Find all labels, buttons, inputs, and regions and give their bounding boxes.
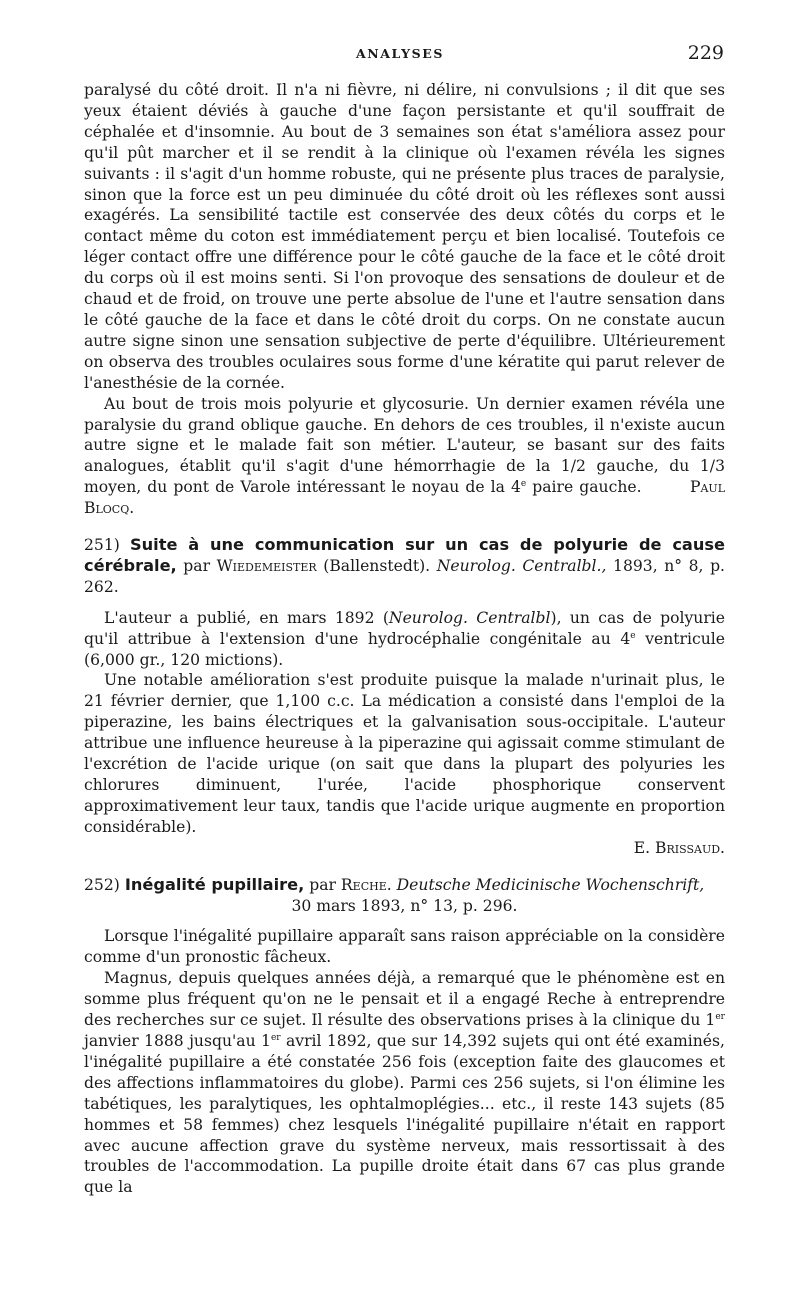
- paragraph-text: ), un cas de polyurie qu'il attribue à l'extension d'une hydrocéphalie congénitale au 4: [84, 608, 726, 648]
- paragraph-tail: paire gauche.: [526, 478, 642, 497]
- par-word: par: [183, 556, 211, 575]
- running-head: ANALYSES: [355, 46, 445, 61]
- page-header: [84, 42, 724, 68]
- entry-number: 252): [84, 875, 120, 894]
- entry-author: Wiedemeister: [216, 556, 317, 575]
- paragraph-blocq: [84, 394, 725, 519]
- par-word: par: [309, 875, 336, 894]
- paragraph-text: Magnus, depuis quelques années déjà, a remarqué que le phénomène est en somme plus fréquent qu'on ne le pensait et il a engagé Reche à entreprendre des recherches sur ce sujet. Il résulte des observations prises à la clinique du 1: [84, 969, 725, 1030]
- superscript: e: [630, 630, 636, 641]
- entry-citation: 30 mars 1893, n° 13, p. 296.: [291, 896, 518, 915]
- superscript: e: [520, 479, 527, 490]
- entry-author: Reche.: [340, 875, 392, 894]
- paragraph: Une notable amélioration s'est produite puisque la malade n'urinait plus, le 21 février dernier, que 1,100 c.c. La médication a consisté dans l'emploi de la piperazine, les bains électriques et la galvanisation sous-occipitale. L'auteur attribue une influence heureuse à la piperazine qui agissait comme stimulant de l'excrétion de l'acide urique (on sait que dans la plupart des polyuries les chlorures diminuent, l'urée, l'acide phosphorique conservent approximativement leur taux, tandis que l'acide urique augmente en proportion considérable).: [84, 671, 725, 836]
- entry-place: (Ballenstedt).: [323, 556, 431, 575]
- inline-journal: Neurolog. Centralbl: [388, 608, 551, 627]
- entry-journal: Neurolog. Centralbl.,: [436, 556, 607, 575]
- paragraph: [84, 608, 725, 671]
- paragraph-text: L'auteur a publié, en mars 1892 (: [104, 608, 389, 627]
- page-number: 229: [687, 42, 724, 64]
- entry-heading-252: [84, 875, 725, 896]
- superscript: er: [715, 1011, 725, 1022]
- page-body: [84, 80, 725, 1198]
- entry-number: 251): [84, 536, 120, 555]
- entry-citation: 1893, n° 8, p. 262.: [84, 556, 726, 596]
- entry-journal: Deutsche Medicinische Wochenschrift,: [396, 875, 705, 894]
- paragraph-text: janvier 1888 jusqu'au 1: [84, 1031, 271, 1050]
- signature-brissaud: [84, 838, 725, 859]
- paragraph-continued: paralysé du côté droit. Il n'a ni fièvre, ni délire, ni convulsions ; il dit que ses yeux étaient déviés à gauche d'une façon persistante et qu'il souffrait de céphalée et d'insomnie. Au bout de 3 semaines son état s'améliora assez pour qu'il pût marcher et il se rendit à la clinique où l'examen révéla les signes suivants : il s'agit d'un homme robuste, qui ne présente plus traces de paralysie, sinon que la force est un peu diminuée du côté droit où les réflexes sont aussi exagérés. La sensibilité tactile est conservée des deux côtés du corps et le contact même du coton est immédiatement perçu et bien localisé. Toutefois ce léger contact offre une différence pour le côté gauche de la face et le côté droit du corps où il est moins senti. Si l'on provoque des sensations de douleur et de chaud et de froid, on trouve une perte absolue de l'une et l'autre sensation dans le côté gauche de la face et dans le côté droit du corps. On ne constate aucun autre signe sinon une sensation subjective de perte d'équilibre. Ultérieurement on observa des troubles oculaires sous forme d'une kératite qui parut relever de l'anesthésie de la cornée.: [84, 81, 725, 392]
- entry-title: Inégalité pupillaire,: [124, 874, 305, 894]
- superscript: er: [270, 1032, 281, 1043]
- entry-heading-251: [84, 535, 725, 598]
- paragraph-text: avril 1892, que sur 14,392 sujets qui ont été examinés, l'inégalité pupillaire a été constatée 256 fois (exception faite des glaucomes et des affections inflammatoires du globe). Parmi ces 256 sujets, si l'on élimine les tabétiques, les paralytiques, les ophtalmoplégies... etc., il reste 143 sujets (85 hommes et 58 femmes) chez lesquels l'inégalité pupillaire n'était en rapport avec aucune affection grave du système nerveux, mais ressortissait à des troubles de l'accommodation. La pupille droite était dans 67 cas plus grande que la: [84, 1031, 725, 1197]
- signature: E. Brissaud.: [633, 838, 725, 857]
- signature: Paul Blocq.: [84, 478, 725, 518]
- paragraph: [84, 968, 725, 1198]
- paragraph-text: ventricule (6,000 gr., 120 mictions).: [84, 629, 725, 669]
- paragraph: Lorsque l'inégalité pupillaire apparaît sans raison appréciable on la considère comme d'un pronostic fâcheux.: [84, 927, 725, 967]
- entry-title: Suite à une communication sur un cas de polyurie de cause cérébrale,: [84, 535, 725, 575]
- paragraph-text: Au bout de trois mois polyurie et glycosurie. Un dernier examen révéla une paralysie du grand oblique gauche. En dehors de ces troubles, il n'existe aucun autre signe et le malade fait son métier. L'auteur, se basant sur des faits analogues, établit qu'il s'agit d'une hémorrhagie de la 1/2 gauche, du 1/3 moyen, du pont de Varole intéressant le noyau de la 4: [84, 394, 725, 497]
